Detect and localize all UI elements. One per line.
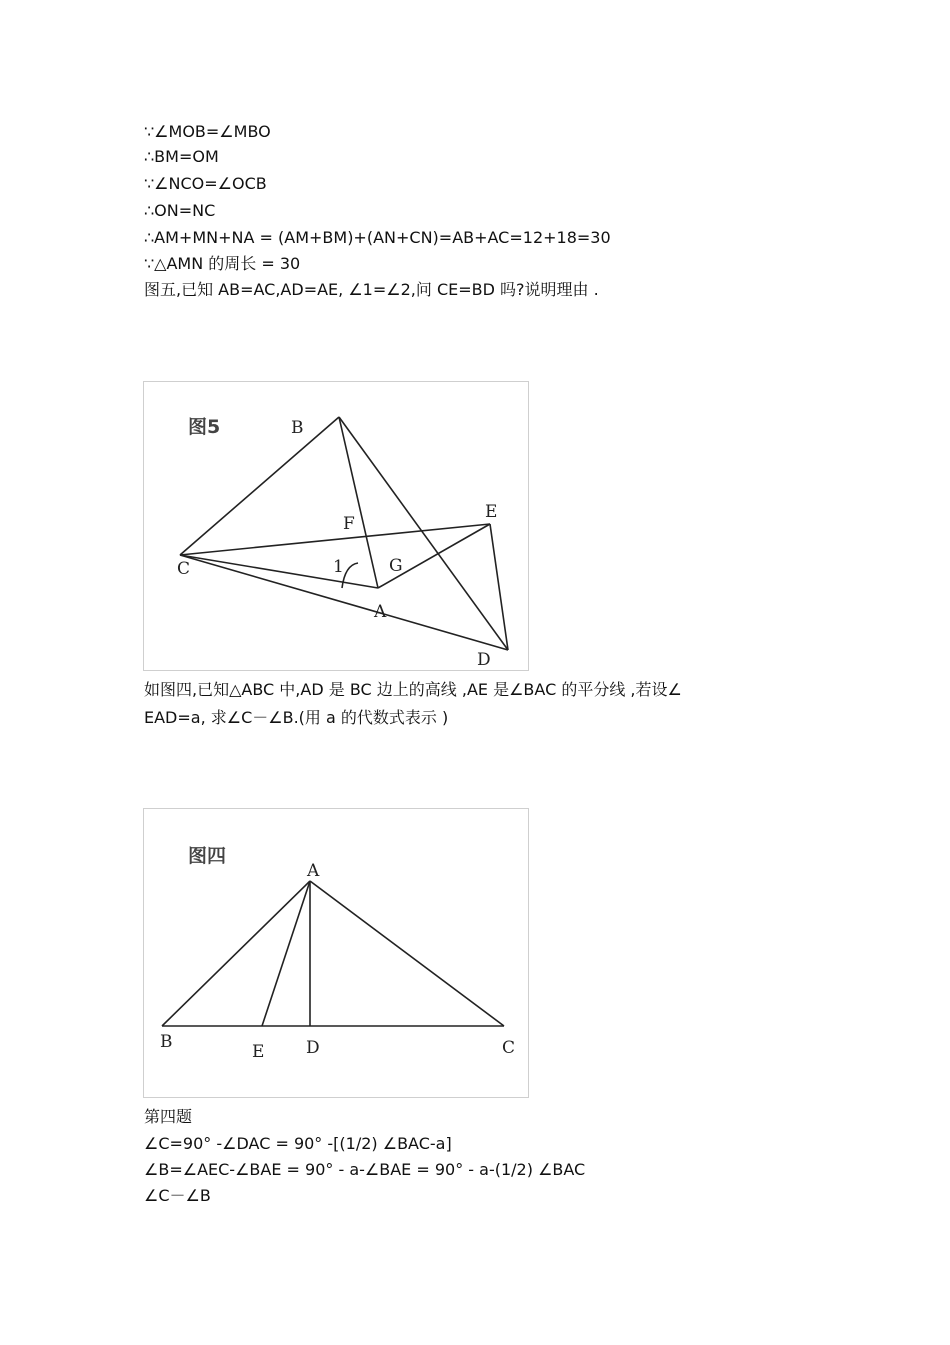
label-A: A <box>307 861 320 881</box>
line-4: ∴ON=NC <box>144 201 216 220</box>
label-G: G <box>389 556 403 576</box>
solution-line-2: ∠B=∠AEC-∠BAE = 90° - a-∠BAE = 90° - a-(1/2) ∠BAC <box>144 1160 586 1179</box>
label-C: C <box>502 1038 516 1058</box>
label-B: B <box>160 1032 173 1052</box>
line-5: ∴AM+MN+NA = (AM+BM)+(AN+CN)=AB+AC=12+18=30 <box>144 228 611 247</box>
label-D: D <box>306 1038 320 1058</box>
solution-heading: 第四题 <box>144 1107 193 1126</box>
figure-5-diagram <box>144 382 528 670</box>
solution-line-1: ∠C=90° -∠DAC = 90° -[(1/2) ∠BAC-a] <box>144 1134 452 1153</box>
line-6: ∵△AMN 的周长 = 30 <box>144 254 301 273</box>
solution-line-3: ∠C－∠B <box>144 1186 211 1205</box>
line-2: ∴BM=OM <box>144 147 219 166</box>
problem-4-statement-1: 如图四,已知△ABC 中,AD 是 BC 边上的高线 ,AE 是∠BAC 的平分线 ,若设∠ <box>144 680 682 699</box>
figure-5 <box>143 381 529 671</box>
figure-4 <box>143 808 529 1098</box>
problem-4-statement-2: EAD=a, 求∠C－∠B.(用 a 的代数式表示 ) <box>144 708 449 727</box>
label-B: B <box>291 418 304 438</box>
line-1: ∵∠MOB=∠MBO <box>144 122 271 141</box>
problem-5-statement: 图五,已知 AB=AC,AD=AE, ∠1=∠2,问 CE=BD 吗?说明理由 . <box>144 280 599 299</box>
label-E: E <box>485 502 498 522</box>
label-C: C <box>177 559 191 579</box>
label-E: E <box>252 1042 265 1062</box>
label-1: 1 <box>333 557 344 577</box>
label-A: A <box>374 602 387 622</box>
label-D: D <box>477 650 491 670</box>
figure-4-title: 图四 <box>188 845 227 867</box>
line-3: ∵∠NCO=∠OCB <box>144 174 267 193</box>
figure-5-title: 图5 <box>188 416 221 438</box>
label-F: F <box>343 514 355 534</box>
figure-4-diagram <box>144 809 528 1097</box>
